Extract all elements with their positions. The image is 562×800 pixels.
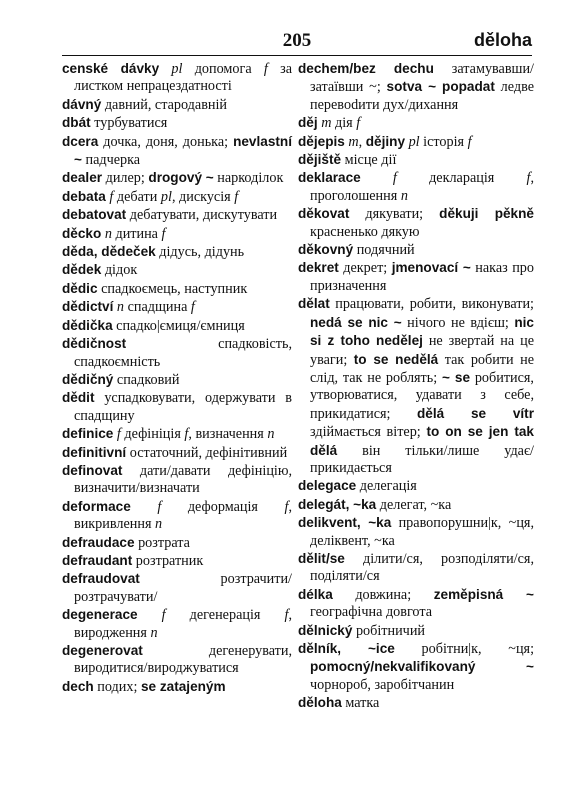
grammar-label: f [130, 498, 188, 515]
headword: delegace [298, 478, 357, 494]
headword: děkovný [298, 242, 354, 258]
headword: ~ se [441, 369, 471, 385]
headword: nevlastní ~ [74, 133, 292, 168]
headword: dealer [62, 170, 103, 186]
headword: definice [62, 426, 114, 442]
translation: делегат, ~ка [376, 496, 452, 513]
headword: děcko [62, 225, 102, 241]
grammar-label: n [101, 225, 116, 242]
translation: дати/давати дефініцію, визначити/визначати [74, 462, 292, 497]
translation: падчерка [81, 152, 141, 169]
dictionary-entry [62, 425, 292, 443]
headword: dějiny [365, 133, 406, 149]
grammar-label: f [263, 61, 268, 77]
headword: defraudant [62, 552, 133, 568]
headword: jmenovací ~ [391, 260, 471, 276]
dictionary-entry [298, 586, 534, 622]
grammar-label: n [155, 516, 163, 533]
headword: zeměpisná ~ [433, 586, 534, 602]
headword: dávný [62, 96, 102, 112]
grammar-label: f [360, 170, 430, 187]
translation: дочка, доня, донька; [98, 133, 234, 150]
translation: довжина; [332, 586, 434, 603]
headword: censké dávky [62, 61, 160, 76]
headword: dějepis [298, 133, 345, 149]
grammar-label: f [105, 188, 117, 205]
dictionary-entry [298, 133, 534, 151]
headword: děloha [298, 695, 342, 711]
grammar-label: f [526, 170, 531, 187]
translation: дитина [115, 225, 162, 242]
headword: dědička [62, 317, 113, 333]
headword: deklarace [298, 170, 361, 186]
translation: робітничий [352, 622, 426, 639]
translation: за листком непрацездатності [74, 61, 293, 95]
translation: , проголошення [310, 170, 534, 204]
headword: debatovat [62, 207, 127, 223]
headword: dělnický [298, 622, 353, 638]
translation: , дискусія [171, 188, 235, 205]
right-column [298, 60, 534, 713]
translation: дія [334, 115, 357, 132]
translation: наркоділок [213, 170, 284, 187]
translation: , визначення [188, 426, 268, 443]
translation: не звертай на це уваги; [310, 333, 534, 368]
headword: dbát [62, 115, 91, 131]
headword: dělit/se [298, 550, 345, 566]
grammar-label: n [267, 426, 275, 443]
grammar-label: pl [160, 188, 172, 205]
headword: dcera [62, 133, 99, 149]
dictionary-entry [62, 133, 292, 170]
headword: sotva ~ popadat [386, 79, 495, 95]
translation: спадкоємець, наступник [97, 280, 248, 297]
headword: dědek [62, 262, 102, 278]
headword: degenerace [62, 607, 138, 623]
translation: дилер; [102, 170, 149, 187]
translation: спадковість, спадкоємність [74, 336, 292, 370]
grammar-label: pl [405, 133, 424, 150]
page-number: 205 [282, 30, 312, 51]
headword: dědit [62, 390, 95, 406]
translation: дегенерувати, виродитися/вироджуватися [74, 643, 292, 677]
headword: drogový ~ [148, 170, 214, 186]
translation: успадковувати, одержувати в спадщину [74, 390, 292, 424]
translation: нічого не вдієш; [401, 314, 515, 331]
page-header [62, 28, 532, 56]
translation: подих; [93, 678, 141, 695]
translation: так робити не слід, так не роблять; [310, 351, 534, 386]
grammar-label: f [356, 115, 361, 132]
headword: délka [298, 586, 333, 602]
translation: ділити/ся, розподіляти/ся, поділяти/ся [310, 550, 534, 585]
translation: наказ про призначення [310, 260, 534, 294]
headword: dechem/bez dechu [298, 61, 434, 76]
translation: робітни|к, ~ця; [394, 641, 535, 657]
translation: працювати, робити, виконувати; [329, 296, 534, 313]
dictionary-entry [298, 295, 534, 477]
grammar-label: n [150, 624, 158, 641]
translation: , [358, 133, 366, 150]
dictionary-entry [62, 188, 292, 206]
dictionary-entry [62, 114, 292, 132]
dictionary-entry [298, 622, 534, 640]
headword: dělat [298, 296, 330, 312]
left-column [62, 60, 292, 696]
headword: dělník, ~ice [298, 641, 395, 656]
dictionary-entry [298, 151, 534, 169]
translation: дефініція [124, 426, 185, 443]
headword: delegát, ~ka [298, 496, 377, 512]
dictionary-entry [62, 96, 292, 114]
dictionary-entry [62, 389, 292, 425]
translation: делегація [356, 478, 417, 495]
running-head: děloha [473, 30, 532, 50]
headword: deformace [62, 498, 131, 514]
headword: děda, dědeček [62, 244, 156, 260]
translation: дідок [101, 262, 138, 279]
translation: розтрата [134, 534, 190, 551]
grammar-label: f [184, 426, 189, 443]
grammar-label: n [113, 299, 128, 316]
grammar-label: f [113, 426, 125, 443]
translation: розтратник [132, 552, 204, 569]
dictionary-entry [62, 606, 292, 642]
dictionary-entry [62, 678, 292, 696]
headword: defraudovat [62, 571, 140, 587]
translation: дегенерація [189, 607, 285, 624]
translation: місце дії [341, 152, 397, 169]
grammar-label: f [190, 299, 195, 316]
translation: здіймається вітер; [310, 424, 427, 441]
dictionary-entry [62, 169, 292, 187]
translation: дякувати; [349, 206, 440, 223]
translation: давний, стародавній [101, 96, 228, 113]
translation: , виродження [74, 607, 292, 641]
headword: dědičnost [62, 336, 127, 352]
translation: декларація [429, 170, 527, 187]
translation: робитися, утворюватися, удавати з себе, прикидатися; [310, 369, 534, 422]
headword: dekret [298, 260, 339, 276]
dictionary-entry [62, 335, 292, 371]
translation: дебатувати, дискутувати [126, 207, 278, 224]
translation: деформація [187, 498, 285, 515]
headword: děkuji pěkně [439, 206, 534, 222]
dictionary-entry [62, 642, 292, 678]
grammar-label: m [317, 115, 335, 132]
dictionary-entry [62, 534, 292, 552]
translation: дідусь, дідунь [155, 244, 245, 261]
headword: pomocný/nekvalifikovaný ~ [310, 659, 534, 675]
headword: dědictví [62, 299, 114, 315]
dictionary-entry [298, 550, 534, 586]
translation: спадковий [113, 371, 180, 388]
dictionary-entry [62, 298, 292, 316]
translation: спадко|ємиця/ємниця [112, 317, 245, 334]
grammar-label: f [161, 225, 166, 242]
translation: красненько дякую [310, 223, 420, 240]
headword: delikvent, ~ka [298, 515, 392, 531]
dictionary-entry [62, 317, 292, 335]
translation: дебати [116, 188, 161, 205]
dictionary-entry [298, 169, 534, 205]
grammar-label: n [400, 187, 408, 204]
translation: історія [423, 133, 468, 150]
dictionary-entry [62, 444, 292, 462]
dictionary-entry [298, 60, 534, 114]
dictionary-entry [62, 225, 292, 243]
headword: defraudace [62, 534, 135, 550]
dictionary-entry [62, 371, 292, 389]
dictionary-entry [62, 462, 292, 498]
headword: to se nedělá [353, 351, 439, 367]
headword: dějiště [298, 152, 342, 168]
headword: definitivní [62, 444, 127, 460]
dictionary-entry [62, 552, 292, 570]
headword: debata [62, 188, 106, 204]
translation: чорнороб, заробітчанин [310, 676, 455, 693]
translation: матка [341, 695, 380, 712]
dictionary-entry [298, 205, 534, 241]
grammar-label: f [284, 498, 289, 515]
headword: degenerovat [62, 643, 143, 658]
dictionary-entry [62, 498, 292, 534]
dictionary-entry [298, 259, 534, 295]
dictionary-entry [298, 694, 534, 712]
grammar-label: f [137, 607, 190, 624]
translation: остаточний, дефінітивний [126, 444, 288, 461]
dictionary-entry [298, 496, 534, 514]
grammar-label: pl [159, 61, 195, 77]
dictionary-entry [298, 241, 534, 259]
translation: декрет; [338, 260, 392, 277]
dictionary-entry [62, 570, 292, 606]
translation: правопорушни|к, ~ця, деліквент, ~ка [310, 515, 534, 549]
translation: , викривлення [74, 498, 292, 533]
dictionary-entry [62, 60, 292, 96]
headword: nedá se nic ~ [310, 314, 402, 330]
translation: подячний [353, 242, 415, 259]
dictionary-entry [62, 261, 292, 279]
headword: to on se jen tak dělá [310, 424, 534, 458]
grammar-label: f [234, 188, 239, 205]
grammar-label: m [344, 133, 359, 150]
headword: dech [62, 678, 94, 694]
translation: ледве перевodити дух/дихання [310, 79, 534, 113]
headword: dědic [62, 280, 98, 296]
dictionary-entry [62, 206, 292, 224]
translation: розтрачити/розтрачувати/ [74, 571, 292, 605]
dictionary-entry [62, 280, 292, 298]
translation: він тільки/лише удає/прикидається [310, 442, 534, 476]
dictionary-entry [298, 114, 534, 132]
dictionary-entry [298, 640, 534, 694]
translation: турбуватися [90, 115, 168, 132]
translation: географічна довгота [310, 604, 432, 621]
headword: dědičný [62, 371, 114, 387]
translation: допомога [194, 61, 264, 77]
header-rule [62, 55, 532, 56]
translation: затамувавши/затаївши ~; [310, 61, 535, 96]
grammar-label: f [467, 133, 472, 150]
dictionary-entry [298, 514, 534, 550]
dictionary-entry [62, 243, 292, 261]
headword: děj [298, 115, 318, 131]
headword: se zatajeným [140, 678, 226, 694]
headword: definovat [62, 462, 123, 478]
grammar-label: f [284, 607, 289, 624]
dictionary-entry [298, 477, 534, 495]
translation: спадщина [127, 299, 191, 316]
headword: nic si z toho nedělej [310, 314, 534, 349]
headword: děkovat [298, 206, 350, 222]
headword: dělá se vítr [417, 405, 534, 421]
